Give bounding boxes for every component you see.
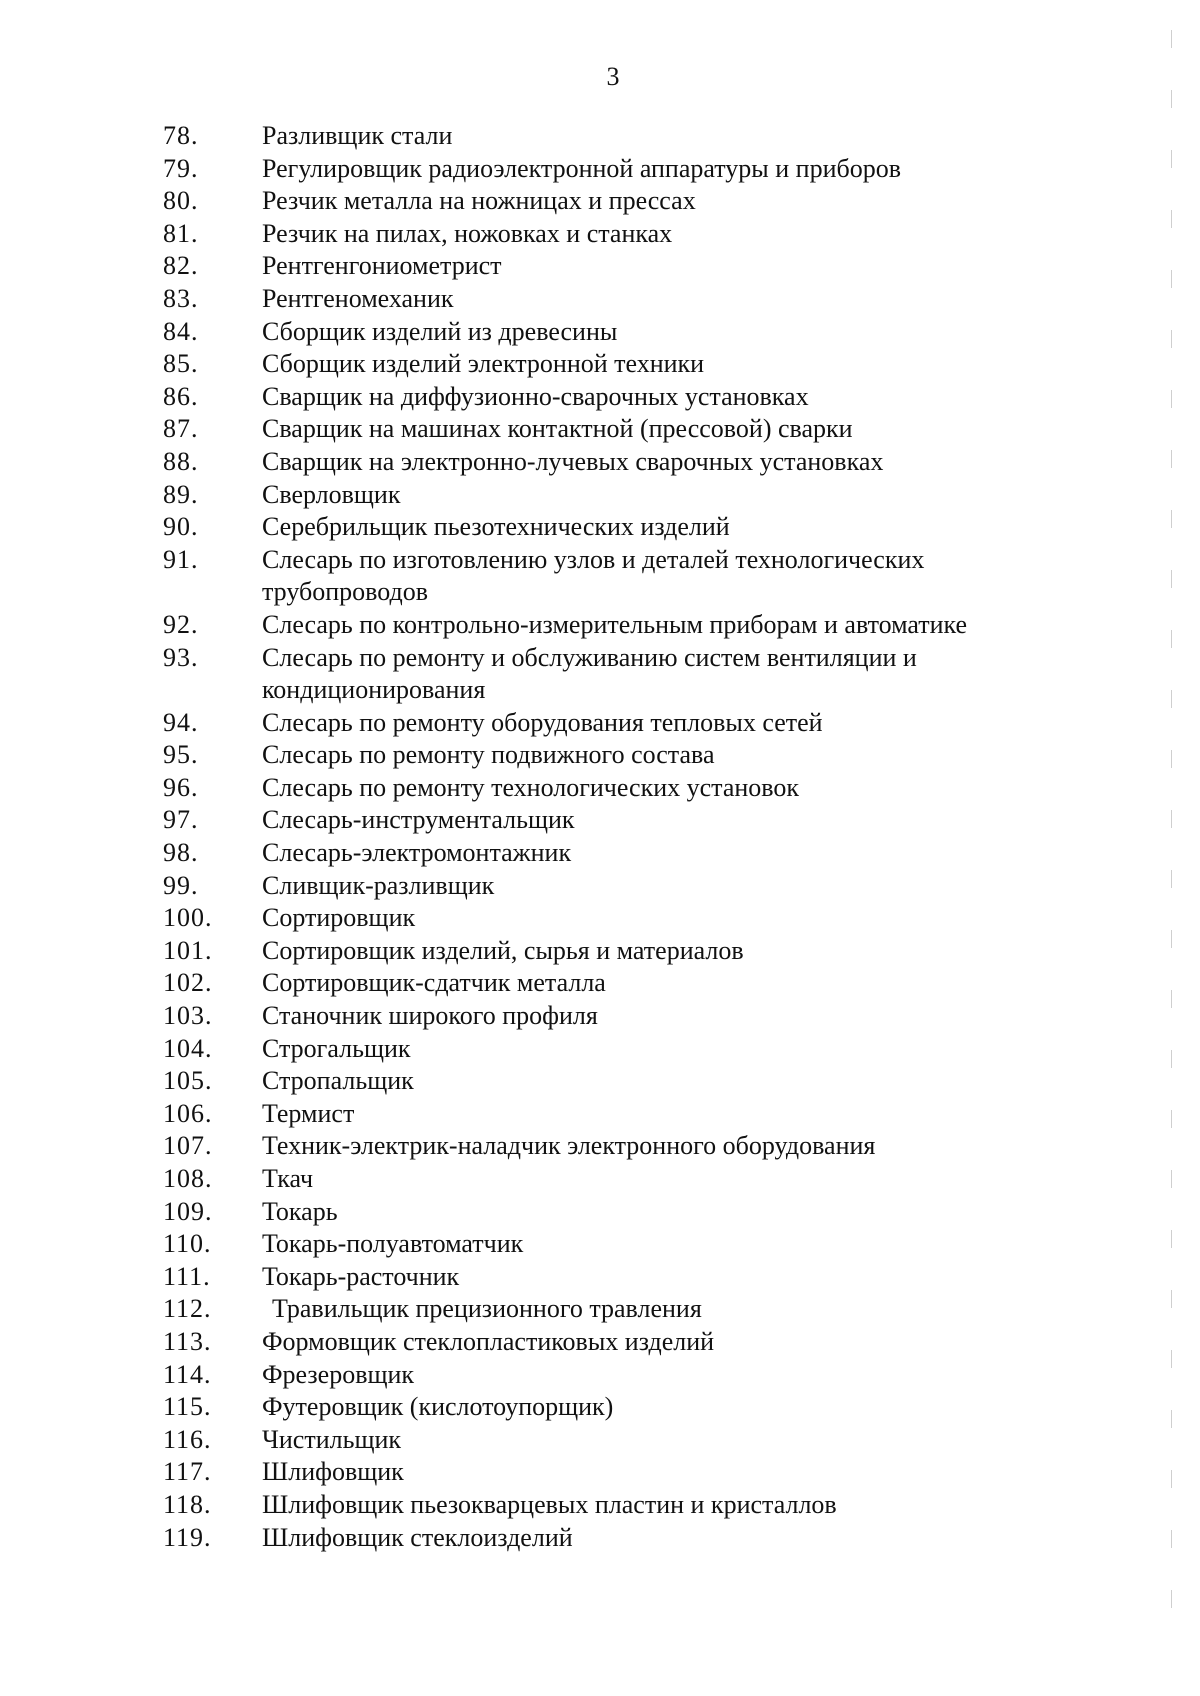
item-number: 80. <box>163 186 199 216</box>
item-text: Токарь <box>262 1196 338 1226</box>
scan-edge-mark <box>1171 30 1172 1630</box>
item-text: Сортировщик изделий, сырья и материалов <box>262 935 744 965</box>
list-item <box>0 1456 1200 1489</box>
list-item <box>0 348 1200 381</box>
list-item <box>0 837 1200 870</box>
item-text: Слесарь по ремонту технологических установок <box>262 772 800 802</box>
profession-list <box>0 120 1200 1554</box>
item-number: 85. <box>163 349 199 379</box>
item-text: Сборщик изделий из древесины <box>262 316 618 346</box>
item-number: 103. <box>163 1001 213 1031</box>
item-number: 79. <box>163 153 199 183</box>
list-item <box>0 1000 1200 1033</box>
item-number: 109. <box>163 1196 213 1226</box>
item-text: Строгальщик <box>262 1033 411 1063</box>
item-number: 110. <box>163 1229 212 1259</box>
list-item <box>0 1033 1200 1066</box>
list-item <box>0 739 1200 772</box>
item-text: Резчик металла на ножницах и прессах <box>262 186 696 216</box>
page-number: 3 <box>606 62 620 91</box>
list-item <box>0 1522 1200 1555</box>
item-text: Сварщик на машинах контактной (прессовой) сварки <box>262 414 853 444</box>
list-item <box>0 642 1200 707</box>
item-number: 100. <box>163 903 213 933</box>
item-number: 81. <box>163 218 199 248</box>
list-item <box>0 935 1200 968</box>
item-number: 113. <box>163 1326 212 1356</box>
list-item <box>0 413 1200 446</box>
list-item <box>0 153 1200 186</box>
list-item <box>0 1130 1200 1163</box>
list-item <box>0 381 1200 414</box>
item-number: 82. <box>163 251 199 281</box>
item-text: Резчик на пилах, ножовках и станках <box>262 218 673 248</box>
item-number: 88. <box>163 446 199 476</box>
item-number: 104. <box>163 1033 213 1063</box>
list-item <box>0 1261 1200 1294</box>
item-number: 86. <box>163 381 199 411</box>
item-text: Разливщик стали <box>262 121 453 150</box>
item-number: 94. <box>163 707 199 737</box>
list-item <box>0 544 1200 609</box>
item-text: Формовщик стеклопластиковых изделий <box>262 1326 715 1356</box>
list-item <box>0 185 1200 218</box>
item-text: Сортировщик-сдатчик металла <box>262 968 606 998</box>
item-number: 116. <box>163 1424 212 1454</box>
list-item <box>0 1196 1200 1229</box>
item-number: 83. <box>163 283 199 313</box>
item-number: 87. <box>163 414 199 444</box>
item-text: Фрезеровщик <box>262 1359 415 1389</box>
item-text: Шлифовщик стеклоизделий <box>262 1522 573 1552</box>
list-item <box>0 1391 1200 1424</box>
list-item <box>0 804 1200 837</box>
item-text: Шлифовщик <box>262 1457 404 1487</box>
list-item <box>0 218 1200 251</box>
item-text: Слесарь по ремонту подвижного состава <box>262 740 715 770</box>
item-text: Футеровщик (кислотоупорщик) <box>262 1392 614 1422</box>
item-text: Слесарь по ремонту оборудования тепловых сетей <box>262 707 823 737</box>
list-item <box>0 967 1200 1000</box>
item-text: Сверловщик <box>262 479 401 509</box>
list-item <box>0 707 1200 740</box>
list-item <box>0 1098 1200 1131</box>
item-text: Слесарь по контрольно-измерительным приборам и автоматике <box>262 609 968 639</box>
item-number: 114. <box>163 1359 212 1389</box>
item-number: 98. <box>163 838 199 868</box>
list-item <box>0 870 1200 903</box>
list-item <box>0 1228 1200 1261</box>
item-number: 99. <box>163 870 199 900</box>
list-item <box>0 120 1200 153</box>
item-number: 117. <box>163 1457 212 1487</box>
item-text: Стропальщик <box>262 1066 414 1096</box>
item-text: Серебрильщик пьезотехнических изделий <box>262 512 730 542</box>
item-number: 78. <box>163 121 199 150</box>
item-text: Сортировщик <box>262 903 416 933</box>
item-text: Термист <box>262 1098 355 1128</box>
item-number: 112. <box>163 1294 212 1324</box>
item-text: Сварщик на диффузионно-сварочных установках <box>262 381 809 411</box>
item-number: 101. <box>163 935 213 965</box>
list-item <box>0 316 1200 349</box>
item-text: Сливщик-разливщик <box>262 870 495 900</box>
item-number: 89. <box>163 479 199 509</box>
item-text: Техник-электрик-наладчик электронного оборудования <box>262 1131 876 1161</box>
item-text: Сварщик на электронно-лучевых сварочных установках <box>262 446 884 476</box>
list-item <box>0 446 1200 479</box>
item-text: Слесарь по изготовлению узлов и деталей технологических трубопроводов <box>262 544 925 607</box>
list-item <box>0 250 1200 283</box>
item-number: 92. <box>163 609 199 639</box>
list-item <box>0 479 1200 512</box>
list-item <box>0 283 1200 316</box>
list-item <box>0 1326 1200 1359</box>
item-text: Слесарь по ремонту и обслуживанию систем вентиляции и кондиционирования <box>262 642 917 705</box>
item-number: 102. <box>163 968 213 998</box>
item-number: 108. <box>163 1164 213 1193</box>
item-number: 90. <box>163 512 199 542</box>
item-number: 115. <box>163 1392 212 1422</box>
list-item <box>0 1424 1200 1457</box>
item-text: Токарь-полуавтоматчик <box>262 1229 524 1259</box>
list-item <box>0 1163 1200 1196</box>
item-number: 91. <box>163 544 199 574</box>
item-number: 95. <box>163 740 199 770</box>
item-text: Станочник широкого профиля <box>262 1001 598 1031</box>
item-number: 105. <box>163 1066 213 1096</box>
item-text: Травильщик прецизионного травления <box>272 1294 702 1324</box>
item-text: Рентгеномеханик <box>262 283 454 313</box>
item-text: Слесарь-инструментальщик <box>262 805 575 835</box>
item-number: 111. <box>163 1261 211 1291</box>
item-text: Ткач <box>262 1164 314 1193</box>
item-number: 107. <box>163 1131 213 1161</box>
item-text: Регулировщик радиоэлектронной аппаратуры и приборов <box>262 153 901 183</box>
item-text: Слесарь-электромонтажник <box>262 838 572 868</box>
list-item <box>0 609 1200 642</box>
list-item <box>0 772 1200 805</box>
item-number: 93. <box>163 642 199 672</box>
item-number: 106. <box>163 1098 213 1128</box>
item-number: 119. <box>163 1522 212 1552</box>
item-number: 97. <box>163 805 199 835</box>
list-item <box>0 1489 1200 1522</box>
list-item <box>0 1359 1200 1392</box>
list-item <box>0 1065 1200 1098</box>
list-item <box>0 902 1200 935</box>
item-number: 96. <box>163 772 199 802</box>
item-text: Рентгенгониометрист <box>262 251 502 281</box>
list-item <box>0 511 1200 544</box>
item-number: 84. <box>163 316 199 346</box>
item-text: Сборщик изделий электронной техники <box>262 349 705 379</box>
item-text: Шлифовщик пьезокварцевых пластин и кристаллов <box>262 1489 837 1519</box>
item-text: Чистильщик <box>262 1424 402 1454</box>
item-number: 118. <box>163 1489 212 1519</box>
list-item <box>0 1293 1200 1326</box>
item-text: Токарь-расточник <box>262 1261 460 1291</box>
